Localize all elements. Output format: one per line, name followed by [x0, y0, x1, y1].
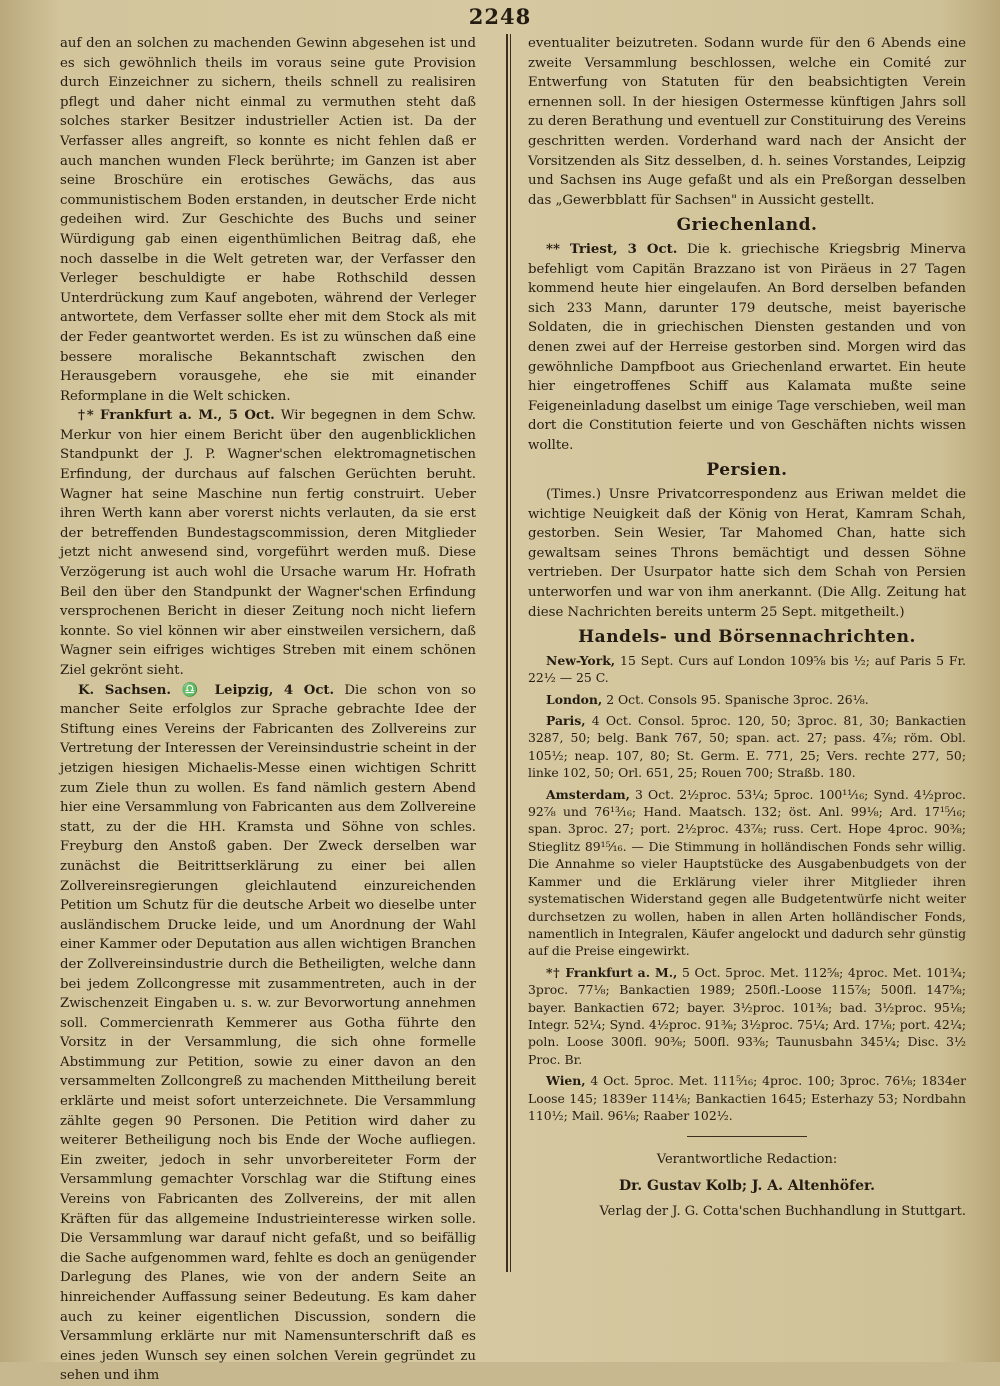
market-text: 4 Oct. Consol. 5proc. 120, 50; 3proc. 81, 30; Bankactien 3287, 50; belg. Bank 767, 50; span. act. 27; pass. 4⅞; röm. Obl. 105½; neap. 107, 80; St. Germ. E. 771, 25; Vers. rechte 277, 50; linke 102, 50; Orl. 651, 25; Rouen 700; Straßb. 180. — [528, 713, 966, 781]
market-city: London, — [546, 691, 603, 707]
dateline: K. Sachsen. ♎ Leipzig, 4 Oct. — [78, 682, 335, 698]
article-body: Wir begegnen in dem Schw. Merkur von hier einem Bericht über den augenblicklichen Standpunkt der J. P. Wagner'schen elektromagnetischen Erfindung, der durchaus auf falschen Gerüchten beruht. Wagner hat seine Maschine nun fertig construirt. Ueber ihren Werth kann aber vorerst nichts verlauten, da sie erst der betreffenden Bundestagscommission, deren Mitglieder jetzt nicht anwesend sind, vorgeführt werden muß. Diese Verzögerung ist auch wohl die Ursache warum Hr. Hofrath Beil den über den Standpunkt der Wagner'schen Erfindung versprochenen Bericht in dieser Zeitung noch nicht liefern konnte. So viel können wir aber einstweilen versichern, daß Wagner sein eifriges wichtiges Streben mit einem schönen Ziel gekrönt sieht. — [60, 408, 476, 678]
editorial-label: Verantwortliche Redaction: — [656, 1152, 838, 1168]
footer-separator — [687, 1136, 807, 1137]
market-text: 15 Sept. Curs auf London 109⅝ bis ½; auf Paris 5 Fr. 22½ — 25 C. — [528, 652, 966, 686]
market-text: 5 Oct. 5proc. Met. 112⅝; 4proc. Met. 101¾; 3proc. 77⅛; Bankactien 1989; 250fl.-Loose 115⅞; 500fl. 147⅝; bayer. Bankactien 672; bayer. 3½proc. 101⅜; bad. 3½proc. 95⅛; Integr. 52¼; Synd. 4½proc. 91⅜; 3½proc. 75¼; Ard. 17⅛; port. 42¼; poln. Loose 300fl. 90⅜; 500fl. 93⅜; Taunusbahn 345¼; Disc. 3½ Proc. Br. — [528, 964, 967, 1067]
market-city: Amsterdam, — [546, 786, 630, 802]
publisher-line: Verlag der J. G. Cotta'schen Buchhandlung in Stuttgart. — [599, 1204, 966, 1220]
market-text: 3 Oct. 2½proc. 53¼; 5proc. 100¹¹⁄₁₆; Synd. 4½proc. 92⅞ und 76¹³⁄₁₆; Hand. Maatsch. 132; öst. Anl. 99⅛; Ard. 17¹⁵⁄₁₆; span. 3proc. 27; port. 2½proc. 43⅞; russ. Cert. Hope 4proc. 90⅜; Stieglitz 89¹⁵⁄₁₆. — Die Stimmung in holländischen Fonds sehr willig. Die Annahme so vieler Hauptstücke des Ausgabenbudgets von der Kammer und die Erklärung vieler ihrer Mitglieder ihren systematischen Widerstand gegen alle Budgetentwürfe nicht weiter durchsetzen zu wollen, haben in allen Arten holländischer Fonds, namentlich in Integralen, Käufer angelockt und dadurch sehr günstig auf die Preise eingewirkt. — [528, 786, 966, 959]
column-divider — [506, 34, 511, 1272]
article-paragraph: eventualiter beizutreten. Sodann wurde für den 6 Abends eine zweite Versammlung beschlossen, welche ein Comité zur Entwerfung von Statuten für den beabsichtigten Verein ernennen soll. In der hiesigen Ostermesse künftigen Jahrs soll zu deren Berathung und eventuell zur Constituirung des Vereins geschritten werden. Vorderhand ward nach der Ansicht der Vorsitzenden als Sitz desselben, d. h. seines Vorstandes, Leipzig und Sachsen ins Auge gefaßt und als ein Preßorgan desselben das „Gewerbblatt für Sachsen" in Aussicht gestellt. — [528, 36, 966, 208]
market-city: New-York, — [546, 652, 616, 668]
article-paragraph — [60, 681, 476, 1386]
page-number: 2248 — [468, 4, 532, 29]
article-paragraph — [60, 406, 476, 680]
section-heading-persia: Persien. — [706, 460, 788, 481]
editor-names: Dr. Gustav Kolb; J. A. Altenhöfer. — [619, 1178, 875, 1195]
article-body: Die k. griechische Kriegsbrig Minerva befehligt vom Capitän Brazzano ist von Piräeus in 27 Tagen kommend heute hier eingelaufen. An Bord derselben befanden sich 233 Mann, darunter 179 deutsche, meist bayerische Soldaten, die in griechischen Diensten gestanden und von denen zwei auf der Herreise gestorben sind. Morgen wird das gewöhnliche Dampfboot aus Griechenland erwartet. Ein heute hier eingetroffenes Schiff aus Kalamata mußte seine Feigeneinladung daselbst um einige Tage verschieben, weil man dort die Constitution feierte und von Geschäften nichts wissen wollte. — [528, 241, 966, 453]
dateline: ** Triest, 3 Oct. — [546, 241, 678, 257]
article-body: Die schon von so mancher Seite erfolglos zur Sprache gebrachte Idee der Stiftung eines Vereins der Fabricanten des Zollvereins zur Vertretung der Interessen der Vereinsindustrie scheint in der jetzigen hiesigen Michaelis-Messe einen wichtigen Schritt zum Ziele thun zu wollen. Es fand nämlich gestern Abend hier eine Versammlung von Fabricanten aus dem Zollvereine statt, zu der die HH. Kramsta und Söhne von schles. Freyburg den Anstoß gaben. Der Zweck derselben war zunächst die Beitrittserklärung zu einer bei allen Zollvereinsregierungen gleichlautend einzureichenden Petition um Schutz für die deutsche Arbeit wo dieselbe unter ausländischem Drucke leide, und um Anordnung der Wahl einer Kammer oder Deputation aus allen wichtigen Branchen der Zollvereinsindustrie durch die Betheiligten, welche dann bei jedem Zollcongresse mit zusammentreten, auch in der Zwischenzeit Eingaben u. s. w. zur Bevorwortung annehmen soll. Commercienrath Kemmerer aus Gotha führte den Vorsitz in der Versammlung, die sich ohne formelle Abstimmung zur Petition, sowie zu einer davon an den versammelten Zollcongreß zu machenden Mittheilung bereit erklärte und meist sofort unterzeichnete. Die Versammlung zählte gegen 90 Personen. Die Petition wird daher zu weiterer Betheiligung noch bis Ende der Woche aufliegen. Ein zweiter, jedoch in sehr unvorbereiteter Form der Versammlung gemachter Vorschlag war die Stiftung eines Vereins von Fabricanten des Zollvereins, der mit allen Kräften für das allgemeine Industrieinteresse wirken solle. Die Versammlung war darauf nicht gefaßt, und so beifällig die Sache aufgenommen ward, fehlte es doch an genügender Darlegung des Planes, wie von der andern Seite an hinreichender Auffassung seiner Bedeutung. Es kam daher auch zu keiner eigentlichen Discussion, sondern die Versammlung erklärte nur mit Namensunterschrift daß es eines jeden Wunsch sey einen solchen Verein gegründet zu sehen und ihm — [60, 682, 476, 1384]
right-column — [528, 34, 966, 1225]
market-report — [528, 1072, 966, 1124]
market-report — [528, 712, 966, 782]
market-report — [528, 786, 966, 960]
article-paragraph: (Times.) Unsre Privatcorrespondenz aus Eriwan meldet die wichtige Neuigkeit daß der König von Herat, Kamram Schah, gestorben. Sein Wesier, Tar Mahomed Chan, hatte sich gewaltsam seines Throns bemächtigt und dessen Söhne vertrieben. Der Usurpator hatte sich dem Schah von Persien unterworfen und war von ihm anerkannt. (Die Allg. Zeitung hat diese Nachrichten bereits unterm 25 Sept. mitgetheilt.) — [528, 487, 966, 620]
market-text: 2 Oct. Consols 95. Spanische 3proc. 26⅛. — [602, 691, 869, 707]
market-city: Wien, — [546, 1073, 586, 1089]
left-column — [60, 34, 476, 1386]
article-paragraph: auf den an solchen zu machenden Gewinn abgesehen ist und es sich gewöhnlich theils im voraus seine gute Provision durch Einzeichner zu sichern, theils schnell zu realisiren pflegt und daher nicht einmal zu vermuthen steht daß solches starker Besitzer industrieller Actien ist. Da der Verfasser alles angreift, so konnte es nicht fehlen daß er auch manchen wunden Fleck berührte; im Ganzen ist aber seine Broschüre ein erotisches Gewächs, das aus communistischem Boden erstanden, in deutscher Erde nicht gedeihen wird. Zur Geschichte des Buchs und seiner Würdigung gab einen eigenthümlichen Beitrag daß, ehe noch dasselbe in die Welt getreten war, der Verfasser den Verleger beschuldigte er habe Rothschild dessen Unterdrückung zum Kauf angeboten, während der Verleger antwortete, dem Verfasser sollte eher mit dem Stock als mit der Feder geantwortet werden. Es ist zu wünschen daß eine bessere moralische Bekanntschaft zwischen den Herausgebern vorausgehe, ehe sie mit einander Reformplane in die Welt schicken. — [60, 36, 476, 404]
article-paragraph — [528, 240, 966, 456]
dateline: †* Frankfurt a. M., 5 Oct. — [78, 408, 275, 424]
editorial-footer — [528, 1147, 966, 1225]
market-report — [528, 964, 966, 1068]
section-heading-markets: Handels- und Börsennachrichten. — [578, 627, 916, 648]
section-heading-greece: Griechenland. — [676, 215, 818, 236]
market-city: *† Frankfurt a. M., — [546, 964, 678, 980]
market-report — [528, 652, 966, 687]
market-reports — [528, 652, 966, 1125]
market-city: Paris, — [546, 713, 586, 729]
market-text: 4 Oct. 5proc. Met. 111⁵⁄₁₆; 4proc. 100; 3proc. 76⅛; 1834er Loose 145; 1839er 114⅛; Bankactien 1645; Esterhazy 53; Nordbahn 110½; Mail. 96⅛; Raaber 102½. — [528, 1073, 966, 1123]
market-report — [528, 691, 966, 708]
